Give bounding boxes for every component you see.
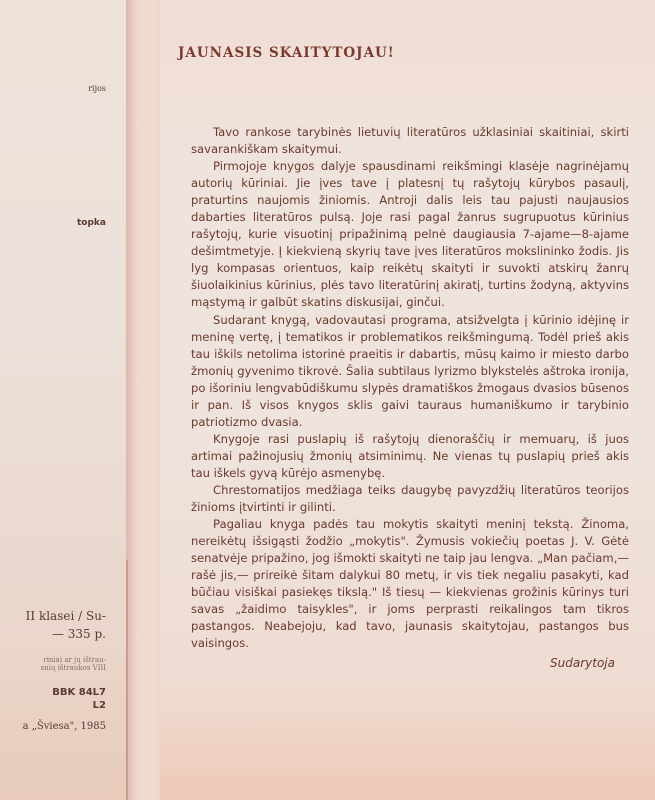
left-page-fragment: riniai ar jų ištrau- (43, 656, 106, 664)
left-page-fragment: II klasei / Su- (25, 609, 106, 623)
left-page-fragment: rijos (88, 84, 106, 93)
left-page-fragment: snių ištraukos VIII (40, 664, 106, 672)
book-spine (126, 0, 160, 800)
paragraph: Pirmojoje knygos dalyje spausdinami reikšmingi klasėje nagrinėjamų autorių kūriniai. Jie įves tave į platesnį tų rašytojų kūrybos pasaulį, praturtins naujomis žiniomis. Antroji dalis leis tau pajusti naujausios dabarties literatūros pulsą. Joje rasi pagal žanrus sugrupuotus kūrinius rašytojų, kurie visuotinį pripažinimą pelnė daugiausia 7-ajame—8-ajame dešimtmetyje. Į kiekvieną skyrių tave įves literatūros mokslininko žodis. Jis lyg kompasas orientuos, kaip reikėtų skaityti ir suvokti atskirų žanrų šiuolaikinius kūrinius, plės tavo literatūrinį akiratį, turtins žodyną, aktyvins mąstymą ir galbūt skatins diskusijai, ginčui. (191, 159, 629, 310)
left-page-fragment: L2 (92, 700, 106, 711)
page-edge (126, 560, 128, 800)
paragraph: Pagaliau knyga padės tau mokytis skaityti meninį tekstą. Žinoma, nereikėtų išsigąsti žodžio „mokytis". Žymusis vokiečių poetas J. V. Gėtė senatvėje pripažino, jog išmokti skaityti ne taip jau lengva. „Man pačiam,— rašė jis,— prireikė šitam dalykui 80 metų, ir vis tiek negaliu pasakyti, kad būčiau visiškai pasiekęs tikslą." Iš tiesų — kiekvienas grožinis kūrinys turi savas „žaidimo taisykles", ir joms perprasti reikalingos tam tikros pastangos. Neabejoju, kad tavo, jaunasis skaitytojau, pastangos bus vaisingos. (191, 517, 629, 651)
paragraph: Tavo rankose tarybinės lietuvių literatūros užklasiniai skaitiniai, skirti savarankiškam skaitymui. (191, 125, 629, 157)
left-page-fragment: — 335 p. (51, 627, 106, 641)
left-page (0, 0, 128, 800)
paragraph: Sudarant knygą, vadovautasi programa, atsižvelgta į kūrinio idėjinę ir meninę vertę, į tematikos ir problematikos reikšmingumą. Todėl prieš akis tau iškils netolima istorinė praeitis ir dabartis, mūsų kaimo ir miesto darbo žmonių gyvenimo tikrovė. Šalia subtilaus lyrizmo blykstelės aštroka ironija, po išoriniu lengvabūdiškumu slypės dramatiškos žmogaus dvasios būsenos ir pan. Iš visos knygos sklis gaivi tauraus humaniškumo ir tarybinio patriotizmo dvasia. (191, 312, 629, 429)
paragraph: Chrestomatijos medžiaga teiks daugybę pavyzdžių literatūros teorijos žinioms įtvirtinti ir gilinti. (191, 482, 629, 515)
left-page-fragment: topka (77, 218, 106, 228)
page-title: JAUNASIS SKAITYTOJAU! (178, 45, 395, 61)
right-page (160, 0, 655, 800)
preface-body (191, 124, 629, 652)
left-page-fragment: BBK 84L7 (52, 687, 106, 698)
signature: Sudarytoja (550, 656, 615, 670)
paragraph: Knygoje rasi puslapių iš rašytojų dienoraščių ir memuarų, iš juos artimai pažinojusių žmonių atsiminimų. Ne vienas tų puslapių prieš akis tau iškels gyvą kūrėjo asmenybę. (191, 431, 629, 480)
left-page-fragment: a „Šviesa", 1985 (22, 721, 106, 732)
